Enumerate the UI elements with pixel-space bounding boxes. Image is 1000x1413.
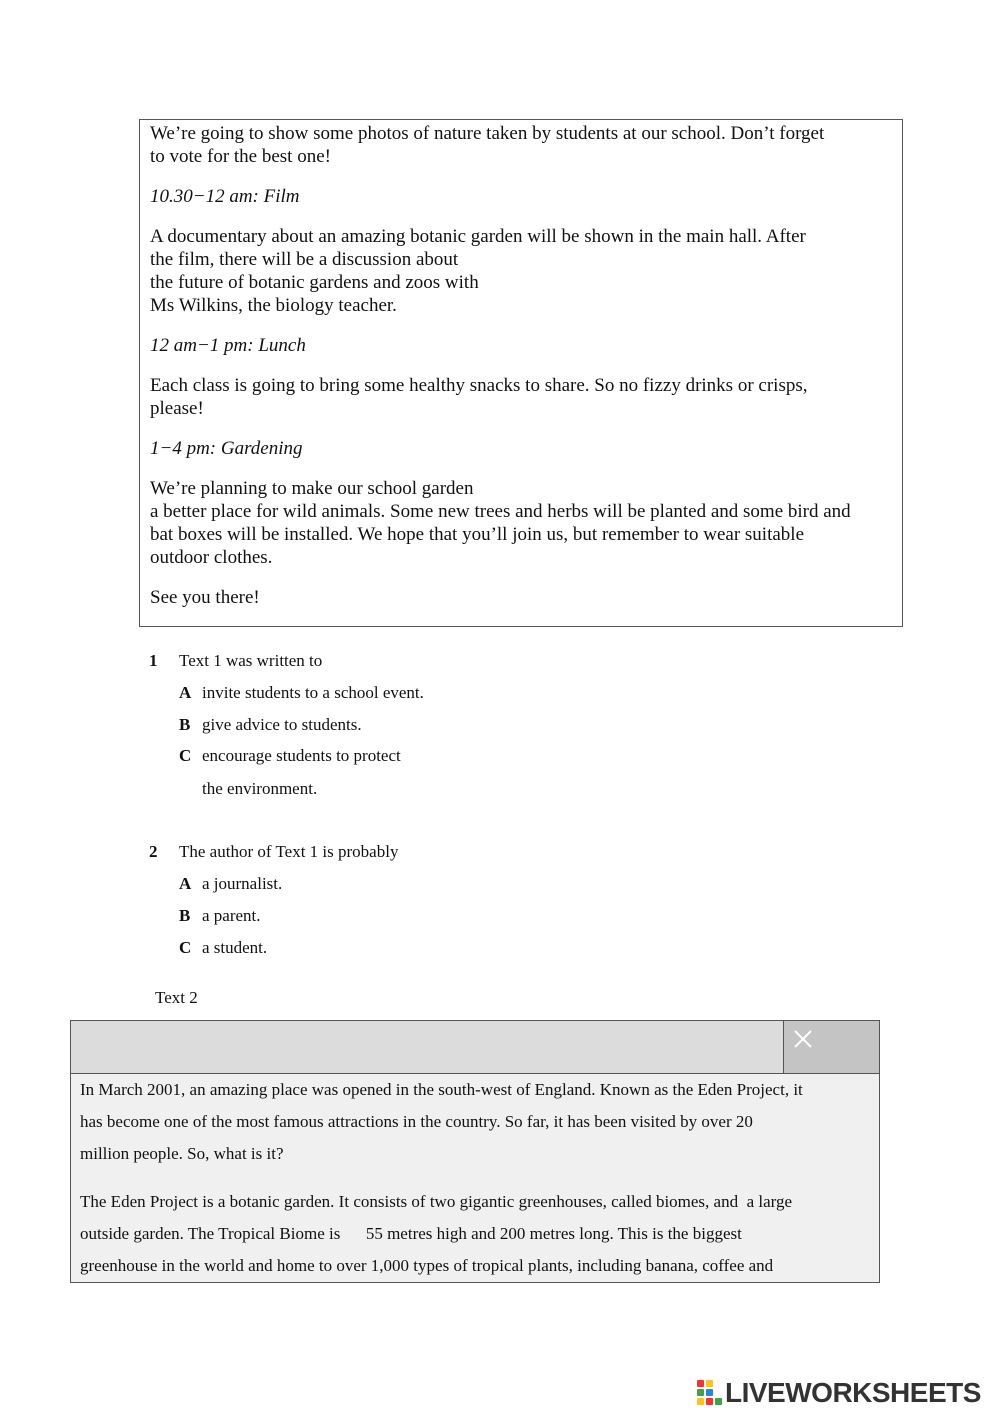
question-2-option-b[interactable] xyxy=(179,906,261,926)
question-1 xyxy=(149,651,322,671)
lunch-line: please! xyxy=(150,398,204,419)
text2-line: million people. So, what is it? xyxy=(80,1144,284,1163)
gardening-line: outdoor clothes. xyxy=(150,547,273,568)
question-number: 2 xyxy=(149,842,158,861)
question-1-option-c[interactable] xyxy=(179,746,401,766)
option-text: the environment. xyxy=(202,779,318,798)
question-number: 1 xyxy=(149,651,158,670)
option-letter: C xyxy=(179,746,192,765)
question-1-option-c-continued xyxy=(202,779,317,799)
option-letter: B xyxy=(179,906,191,925)
option-letter: C xyxy=(179,938,192,957)
brand-name: LIVEWORKSHEETS xyxy=(725,1377,981,1408)
text2-panel xyxy=(70,1020,880,1283)
text2-line: outside garden. The Tropical Biome is 55 metres high and 200 metres long. This is the biggest xyxy=(80,1224,742,1243)
gardening-line: We’re planning to make our school garden xyxy=(150,478,474,499)
text2-line: has become one of the most famous attractions in the country. So far, it has been visited by over 20 xyxy=(80,1112,753,1131)
close-icon xyxy=(793,1029,813,1049)
gardening-line: bat boxes will be installed. We hope that you’ll join us, but remember to wear suitable xyxy=(150,524,804,545)
option-text: give advice to students. xyxy=(202,715,362,734)
close-button[interactable] xyxy=(783,1021,879,1073)
text1-box xyxy=(139,119,903,627)
option-text: a journalist. xyxy=(202,874,283,893)
text2-line: In March 2001, an amazing place was opened in the south-west of England. Known as the Eden Project, it xyxy=(80,1080,803,1099)
text2-label: Text 2 xyxy=(155,988,198,1007)
logo-mark-icon xyxy=(697,1380,723,1406)
closing-line: See you there! xyxy=(150,587,260,608)
option-text: invite students to a school event. xyxy=(202,683,424,702)
film-line: A documentary about an amazing botanic garden will be shown in the main hall. After xyxy=(150,226,806,247)
option-letter: B xyxy=(179,715,191,734)
film-line: Ms Wilkins, the biology teacher. xyxy=(150,295,397,316)
text2-line: greenhouse in the world and home to over 1,000 types of tropical plants, including banana, coffee and xyxy=(80,1256,774,1275)
question-1-option-a[interactable] xyxy=(179,683,424,703)
film-line: the future of botanic gardens and zoos with xyxy=(150,272,479,293)
option-letter: A xyxy=(179,874,192,893)
question-stem: The author of Text 1 is probably xyxy=(179,842,399,861)
option-text: a parent. xyxy=(202,906,261,925)
text1-intro-line: to vote for the best one! xyxy=(150,146,331,167)
text2-panel-header xyxy=(71,1021,879,1074)
gardening-paragraph xyxy=(150,477,892,569)
film-heading: 10.30−12 am: Film xyxy=(150,186,300,207)
text2-body xyxy=(80,1074,870,1283)
option-text: encourage students to protect xyxy=(202,746,401,765)
text2-paragraph xyxy=(80,1186,870,1282)
option-letter: A xyxy=(179,683,192,702)
lunch-heading: 12 am−1 pm: Lunch xyxy=(150,335,306,356)
film-line: the film, there will be a discussion about xyxy=(150,249,459,270)
question-stem: Text 1 was written to xyxy=(179,651,323,670)
question-1-option-b[interactable] xyxy=(179,715,362,735)
text1-intro xyxy=(150,122,892,168)
question-2-option-a[interactable] xyxy=(179,874,282,894)
text2-paragraph xyxy=(80,1074,870,1170)
text2-line: The Eden Project is a botanic garden. It consists of two gigantic greenhouses, called biomes, and a large xyxy=(80,1192,793,1211)
liveworksheets-logo xyxy=(697,1377,981,1409)
film-paragraph xyxy=(150,225,892,317)
text1-intro-line: We’re going to show some photos of nature taken by students at our school. Don’t forget xyxy=(150,123,825,144)
lunch-paragraph xyxy=(150,374,892,420)
question-2 xyxy=(149,842,398,862)
option-text: a student. xyxy=(202,938,268,957)
question-2-option-c[interactable] xyxy=(179,938,267,958)
gardening-line: a better place for wild animals. Some new trees and herbs will be planted and some bird and xyxy=(150,501,851,522)
lunch-line: Each class is going to bring some healthy snacks to share. So no fizzy drinks or crisps, xyxy=(150,375,808,396)
gardening-heading: 1−4 pm: Gardening xyxy=(150,438,303,459)
